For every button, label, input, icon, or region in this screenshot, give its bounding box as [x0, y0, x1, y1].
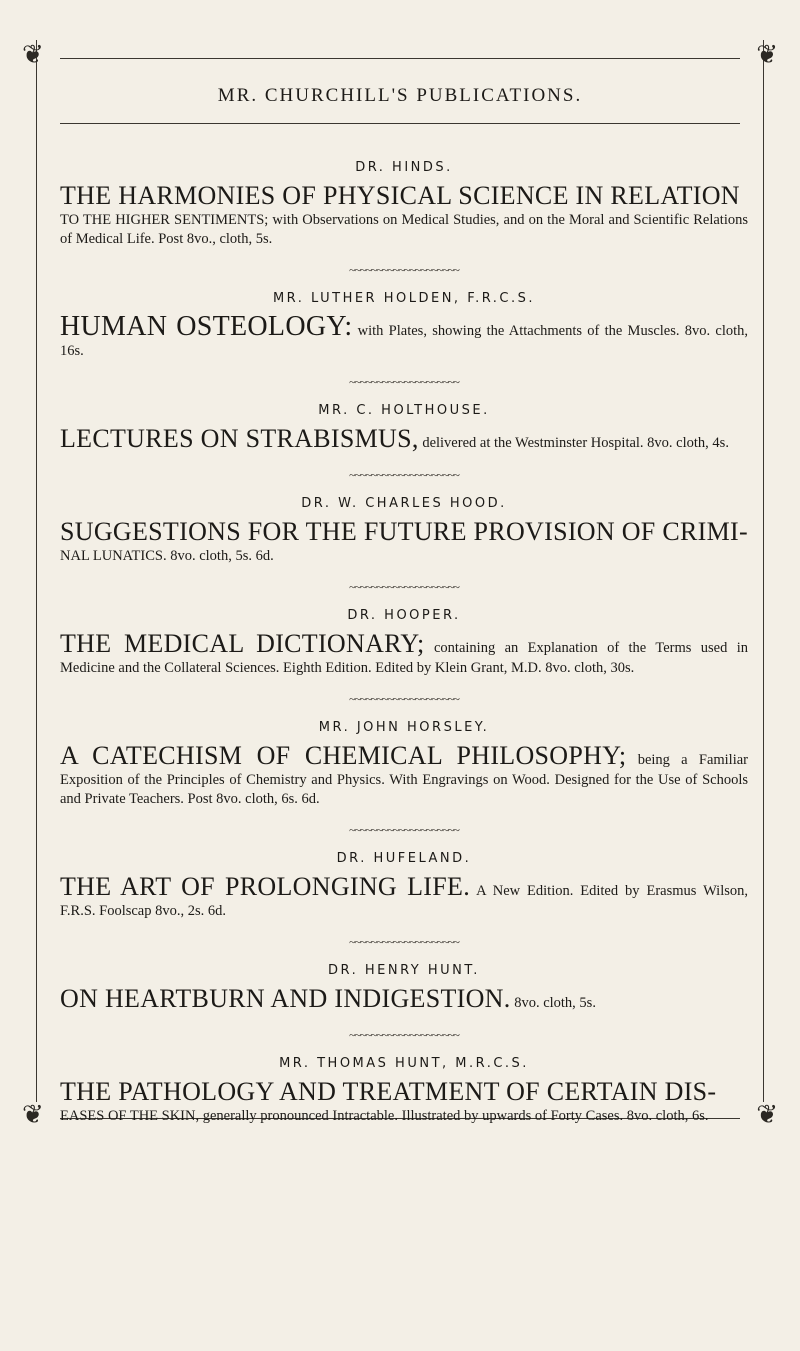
- divider: ~~~~~~~~~~~~~~~~~~~~: [349, 935, 459, 949]
- entry-title: THE PATHOLOGY AND TREATMENT OF CERTAIN DIS-: [60, 1077, 717, 1106]
- divider: ~~~~~~~~~~~~~~~~~~~~: [349, 580, 459, 594]
- list-item: [60, 608, 748, 678]
- entry-body: A New Edition. Edited by Erasmus Wilson, F.R.S. Foolscap 8vo., 2s. 6d.: [60, 883, 748, 919]
- entry-body: being a Familiar Exposition of the Principles of Chemistry and Physics. With Engravings on Wood. Designed for the Use of Schools and Private Teachers. Post 8vo. cloth, 6s. 6d.: [60, 752, 749, 807]
- entry-author: DR. W. CHARLES HOOD.: [301, 496, 507, 511]
- divider: ~~~~~~~~~~~~~~~~~~~~: [349, 375, 459, 389]
- entry-author: DR. HENRY HUNT.: [328, 963, 480, 978]
- entry-author: DR. HUFELAND.: [336, 851, 472, 866]
- divider: ~~~~~~~~~~~~~~~~~~~~: [349, 823, 459, 837]
- entry-body: containing an Explanation of the Terms used in Medicine and the Collateral Sciences. Eighth Edition. Edited by Klein Grant, M.D. 8vo. cloth, 30s.: [60, 640, 749, 676]
- divider: ~~~~~~~~~~~~~~~~~~~~: [349, 263, 459, 277]
- entry-author: MR. C. HOLTHOUSE.: [318, 403, 490, 418]
- entry-author: MR. THOMAS HUNT, M.R.C.S.: [279, 1056, 529, 1071]
- list-item: [60, 291, 748, 361]
- left-border: [36, 40, 37, 1102]
- entry-author: DR. HOOPER.: [347, 608, 461, 623]
- corner-ornament-icon: ❦: [22, 40, 44, 69]
- entry-title: SUGGESTIONS FOR THE FUTURE PROVISION OF CRIMI-: [60, 517, 748, 546]
- list-item: [60, 851, 748, 921]
- entry-title: HUMAN OSTEOLOGY:: [60, 311, 353, 342]
- entry-body: EASES OF THE SKIN, generally pronounced Intractable. Illustrated by upwards of Forty Cases. 8vo. cloth, 6s.: [60, 1108, 709, 1124]
- page-header: MR. CHURCHILL'S PUBLICATIONS.: [217, 85, 583, 106]
- entry-body: with Plates, showing the Attachments of the Muscles. 8vo. cloth, 16s.: [60, 323, 749, 359]
- list-item: [60, 1056, 748, 1126]
- entry-author: MR. LUTHER HOLDEN, F.R.C.S.: [272, 291, 536, 306]
- entry-author: DR. HINDS.: [355, 160, 453, 175]
- divider: ~~~~~~~~~~~~~~~~~~~~: [349, 1028, 459, 1042]
- entry-title: LECTURES ON STRABISMUS,: [60, 424, 419, 453]
- entry-body: delivered at the Westminster Hospital. 8vo. cloth, 4s.: [422, 435, 729, 451]
- header-rule: [60, 123, 740, 124]
- entry-title: THE HARMONIES OF PHYSICAL SCIENCE IN RELATION: [60, 181, 740, 210]
- right-border: [763, 40, 764, 1102]
- entry-title: ON HEARTBURN AND INDIGESTION.: [60, 984, 511, 1013]
- list-item: [60, 160, 748, 249]
- top-rule: [60, 58, 740, 59]
- corner-ornament-icon: ❦: [756, 40, 778, 69]
- list-item: [60, 403, 748, 454]
- list-item: [60, 496, 748, 566]
- corner-ornament-icon: ❦: [756, 1100, 778, 1129]
- entry-title: THE ART OF PROLONGING LIFE.: [60, 872, 470, 901]
- list-item: [60, 963, 748, 1014]
- entry-title: THE MEDICAL DICTIONARY;: [60, 629, 425, 658]
- entry-title: A CATECHISM OF CHEMICAL PHILOSOPHY;: [60, 741, 627, 770]
- list-item: [60, 720, 748, 809]
- divider: ~~~~~~~~~~~~~~~~~~~~: [349, 468, 459, 482]
- divider: ~~~~~~~~~~~~~~~~~~~~: [349, 692, 459, 706]
- entry-author: MR. JOHN HORSLEY.: [318, 720, 490, 735]
- entry-body: NAL LUNATICS. 8vo. cloth, 5s. 6d.: [60, 548, 274, 564]
- entry-body: TO THE HIGHER SENTIMENTS; with Observations on Medical Studies, and on the Moral and Scientific Relations of Medical Life. Post 8vo., cloth, 5s.: [60, 212, 748, 247]
- publication-list: [60, 160, 748, 1126]
- entry-body: 8vo. cloth, 5s.: [514, 995, 596, 1011]
- corner-ornament-icon: ❦: [22, 1100, 44, 1129]
